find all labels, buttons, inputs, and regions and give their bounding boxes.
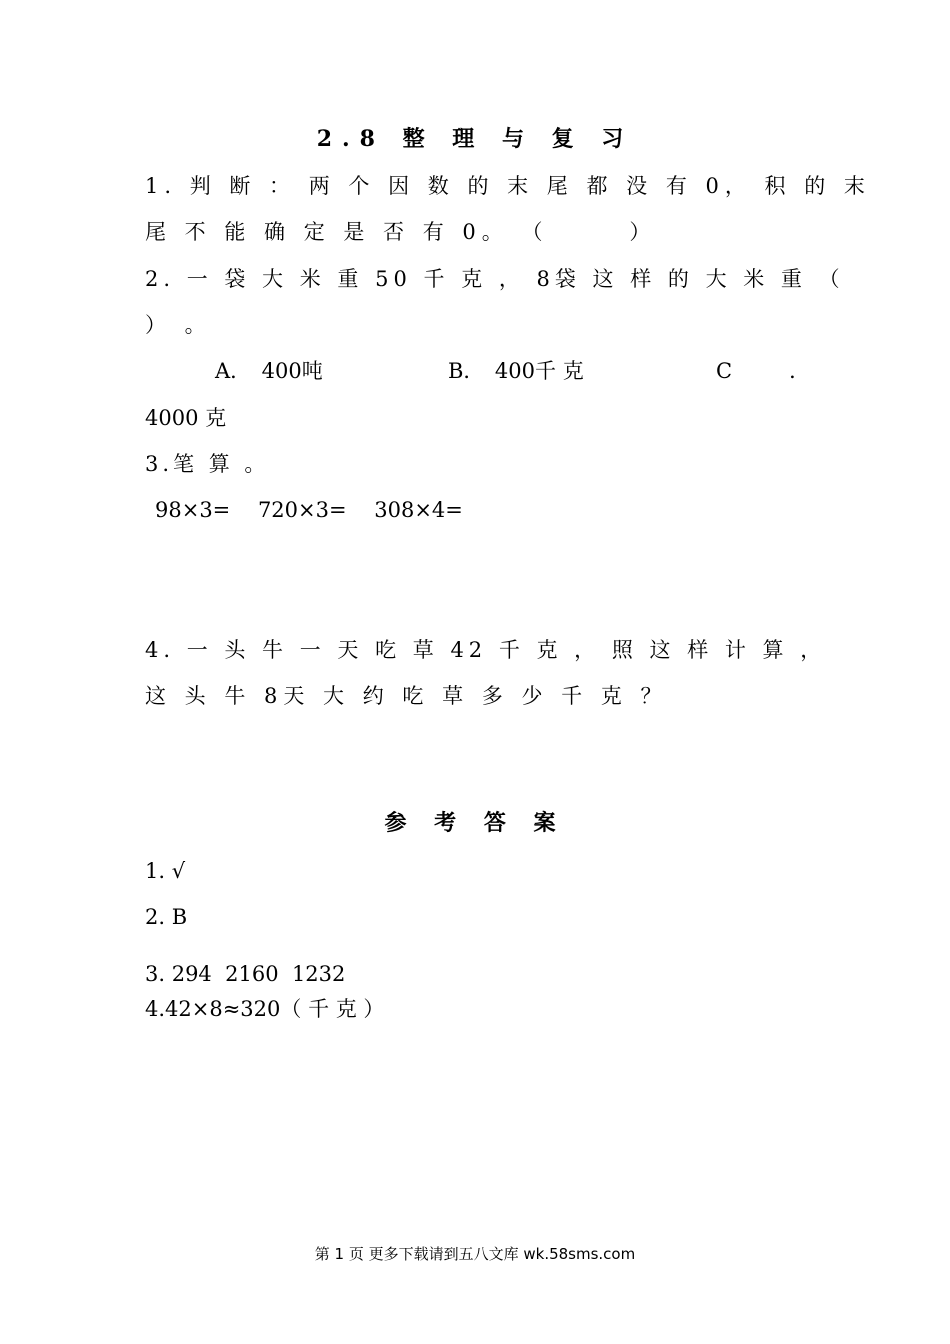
answer-1: 1. √: [145, 859, 186, 883]
question-4-line-2: 这 头 牛 8天 大 约 吃 草 多 少 千 克 ？: [145, 684, 668, 708]
question-1-line-1: 1. 判 断 ： 两 个 因 数 的 末 尾 都 没 有 0， 积 的 末: [145, 174, 871, 198]
option-c-value: 4000 克: [145, 406, 227, 430]
option-c-label: C ．: [716, 359, 829, 383]
question-1-line-2: 尾 不 能 确 定 是 否 有 0。 （ ）: [145, 220, 657, 244]
page-title: 2.8 整 理 与 复 习: [316, 126, 634, 152]
answer-4: 4.42×8≈320（ 千 克 ）: [145, 997, 385, 1021]
option-a: A． 400吨: [215, 359, 323, 383]
question-2-line-2: ） 。: [145, 313, 212, 337]
page-footer: 第 1 页 更多下载请到五八文库 wk.58sms.com: [314, 1245, 636, 1263]
question-3-expressions: 98×3= 720×3= 308×4=: [155, 498, 463, 522]
answer-2: 2. B: [145, 905, 188, 929]
option-b: B． 400千 克: [448, 359, 584, 383]
question-3-label: 3.笔 算 。: [145, 452, 270, 476]
question-4-line-1: 4. 一 头 牛 一 天 吃 草 42 千 克 ， 照 这 样 计 算 ，: [145, 638, 827, 662]
answer-3: 3. 294 2160 1232: [145, 962, 346, 986]
answers-heading: 参 考 答 案: [384, 810, 566, 836]
question-2-line-1: 2. 一 袋 大 米 重 50 千 克 ， 8袋 这 样 的 大 米 重 （: [145, 267, 845, 291]
